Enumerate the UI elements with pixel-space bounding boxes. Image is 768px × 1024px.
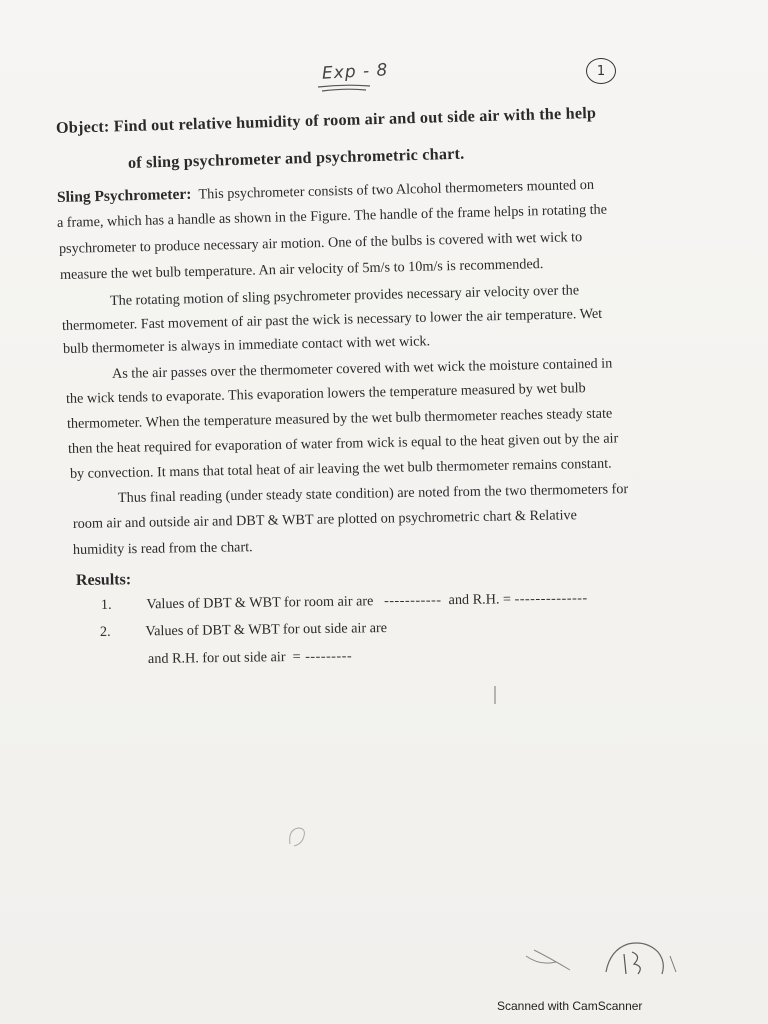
paragraph-3-line-3: thermometer. When the temperature measured by the wet bulb thermometer reaches steady state bbox=[66, 405, 613, 432]
paragraph-4-line-1: Thus final reading (under steady state condition) are noted from the two thermometers for bbox=[117, 481, 629, 506]
title-line-1: Object: Find out relative humidity of room air and out side air with the help bbox=[55, 103, 597, 137]
paragraph-4-line-3: humidity is read from the chart. bbox=[72, 539, 253, 558]
paragraph-3-line-1: As the air passes over the thermometer covered with wet wick the moisture contained in bbox=[111, 355, 613, 382]
page-number: 1 bbox=[596, 63, 606, 79]
result-item-1-mid: and R.H. = bbox=[448, 591, 512, 609]
result-item-2-cont-text: and R.H. for out side air bbox=[147, 649, 286, 667]
result-item-2-continuation bbox=[148, 648, 352, 668]
paragraph-1-text-1: This psychrometer consists of two Alcohol thermometers mounted on bbox=[198, 176, 595, 203]
experiment-number-underline bbox=[316, 84, 372, 92]
paragraph-4-line-2: room air and outside air and DBT & WBT are plotted on psychrometric chart & Relative bbox=[72, 507, 577, 532]
scan-artifact-mark bbox=[492, 686, 498, 704]
page-number-circle bbox=[586, 58, 616, 84]
faint-pen-mark bbox=[284, 822, 312, 852]
paragraph-3-line-2: the wick tends to evaporate. This evaporation lowers the temperature measured by wet bulb bbox=[65, 380, 586, 407]
paragraph-1-line-1 bbox=[57, 176, 594, 207]
paragraph-3-line-5: by convection. It mans that total heat of air leaving the wet bulb thermometer remains constant. bbox=[69, 455, 612, 482]
paragraph-2-line-3: bulb thermometer is always in immediate contact with wet wick. bbox=[62, 333, 431, 357]
result-item-2-number: 2. bbox=[99, 623, 111, 640]
result-item-2-blank: = --------- bbox=[292, 648, 353, 665]
paragraph-1-line-3: psychrometer to produce necessary air motion. One of the bulbs is covered with wet wick to bbox=[58, 229, 583, 257]
result-item-1-text: Values of DBT & WBT for room air are bbox=[146, 593, 374, 613]
paragraph-1-line-4: measure the wet bulb temperature. An air velocity of 5m/s to 10m/s is recommended. bbox=[59, 256, 544, 283]
title-line-2: of sling psychrometer and psychrometric chart. bbox=[127, 144, 465, 172]
result-item-1-blank-2: -------------- bbox=[514, 590, 588, 608]
result-item-2-text: Values of DBT & WBT for out side air are bbox=[145, 619, 388, 640]
result-item-2 bbox=[100, 620, 387, 641]
experiment-number: Exp - 8 bbox=[321, 60, 389, 84]
paragraph-2-line-2: thermometer. Fast movement of air past the wick is necessary to lower the air temperature. Wet bbox=[61, 305, 603, 334]
results-heading: Results: bbox=[75, 571, 132, 589]
signature-scribble bbox=[520, 936, 680, 978]
paragraph-3-line-4: then the heat required for evaporation of water from wick is equal to the heat given out by the air bbox=[67, 430, 619, 457]
paragraph-1-line-2: a frame, which has a handle as shown in the Figure. The handle of the frame helps in rotating the bbox=[56, 201, 608, 231]
paragraph-2-line-1: The rotating motion of sling psychrometer provides necessary air velocity over the bbox=[109, 282, 580, 309]
result-item-1 bbox=[101, 590, 588, 614]
section-heading: Sling Psychrometer: bbox=[56, 185, 192, 206]
scanner-watermark: Scanned with CamScanner bbox=[497, 999, 643, 1013]
result-item-1-blank-1: ----------- bbox=[383, 592, 442, 610]
result-item-1-number: 1. bbox=[100, 596, 112, 613]
